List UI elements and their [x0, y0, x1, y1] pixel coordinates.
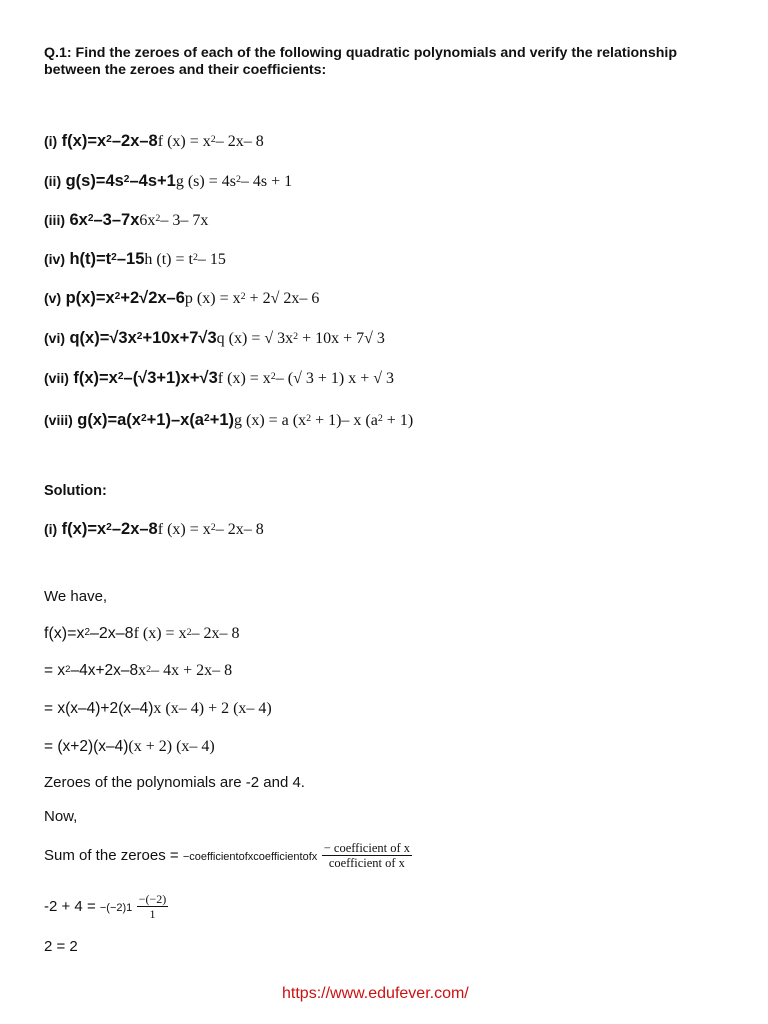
step-math: (x + 2) (x– 4) [128, 738, 215, 755]
item-plain: $6x^2-3-7x$ [69, 211, 140, 229]
question-item-3 [44, 209, 208, 232]
question-item-4 [44, 248, 226, 271]
now-text: Now, [44, 808, 78, 825]
check-line [44, 890, 168, 925]
solution-heading: Solution: [44, 483, 107, 499]
question-item-5 [44, 287, 319, 310]
check-fraction [137, 892, 169, 921]
result-text: 2 = 2 [44, 938, 78, 955]
zeroes-text: Zeroes of the polynomials are -2 and 4. [44, 774, 305, 791]
question-item-2 [44, 170, 292, 193]
sum-fraction-denominator: coefficient of x [328, 856, 405, 871]
check-label: -2 + 4 = [44, 898, 100, 915]
item-label: (vii) [44, 370, 69, 386]
item-math: f $(x) = x^2-$ 2x– 8 [157, 133, 264, 150]
item-math: $6x^2-$ 3– 7x [139, 212, 209, 229]
item-plain: $g(s)=4s^2-4s+1$ [65, 172, 176, 190]
check-fraction-numerator: −(−2) [138, 892, 167, 907]
item-label: (iv) [44, 251, 65, 267]
step-plain: = x(x–4)+2(x–4) [44, 700, 154, 717]
question-item-8 [44, 409, 413, 432]
item-label: (ii) [44, 173, 62, 189]
part-math: f $(x) = x^2-$ 2x– 8 [157, 521, 264, 538]
check-fraction-denominator: 1 [149, 907, 156, 922]
part-plain: $f(x)=x^2-2x-8$ [61, 520, 158, 538]
item-label: (i) [44, 133, 58, 149]
item-plain: $h(t)=t^2-15$ [69, 250, 145, 268]
sum-of-zeroes-line [44, 838, 412, 875]
item-label: (viii) [44, 412, 73, 428]
item-label: (iii) [44, 212, 65, 228]
item-plain: $q(x)=√3x^2+10x+7√3$ [69, 329, 217, 347]
step-1 [44, 623, 240, 645]
question-item-1 [44, 130, 264, 153]
item-math: q (x) = √ $3x^2 + 10x + 7√$ 3 [216, 330, 385, 347]
step-4 [44, 736, 215, 758]
item-plain: $p(x)=x^2+2√2x-6$ [65, 289, 185, 307]
item-math: h $(t) = t^2-$ 15 [144, 251, 226, 268]
item-label: (v) [44, 290, 62, 306]
step-math: x (x– 4) + 2 (x– 4) [153, 700, 272, 717]
item-plain: $f(x)=x^2-(√3+1)x+√3$ [73, 369, 218, 387]
item-math: p $(x) = x^2 + 2√$ 2x– 6 [184, 290, 320, 307]
sum-fraction [322, 841, 412, 870]
item-plain: $f(x)=x^2-2x-8$ [61, 132, 158, 150]
step-plain: $f(x)=x^2-2x-8$ [44, 625, 134, 642]
part-label: (i) [44, 521, 58, 537]
step-2 [44, 660, 232, 682]
step-math: f $(x) = x^2-$ 2x– 8 [133, 625, 240, 642]
check-inline: −(−2)1 [99, 902, 133, 914]
item-label: (vi) [44, 330, 65, 346]
item-plain: $g(x)=a(x^2+1)-x(a^2+1)$ [77, 411, 234, 429]
question-item-6 [44, 327, 385, 350]
step-plain: = $x^2-4x+2x-8$ [44, 662, 139, 679]
question-item-7 [44, 367, 394, 390]
we-have-text: We have, [44, 588, 108, 605]
sum-inline: −coefficientofxcoefficientofx [182, 851, 318, 863]
item-math: g (x) = a $(x^2 + 1)-$ x $(a^2 + 1)$ [234, 412, 414, 429]
sum-label: Sum of the zeroes = [44, 847, 183, 864]
solution-part-title [44, 518, 264, 541]
step-3 [44, 698, 272, 720]
question-heading: Q.1: Find the zeroes of each of the following quadratic polynomials and verify the relationship between the zeroes and their coefficients: [44, 45, 678, 78]
step-math: $x^2-$ 4x + 2x– 8 [138, 662, 233, 679]
sum-fraction-numerator: − coefficient of x [323, 841, 411, 856]
item-math: g $(s) = 4s^2-$ 4s + 1 [175, 173, 293, 190]
footer-website-link[interactable]: https://www.edufever.com/ [282, 985, 469, 1002]
item-math: f $(x) = x^2-$ (√ 3 + 1) x + √ 3 [217, 370, 395, 387]
step-plain: = (x+2)(x–4) [44, 738, 129, 755]
